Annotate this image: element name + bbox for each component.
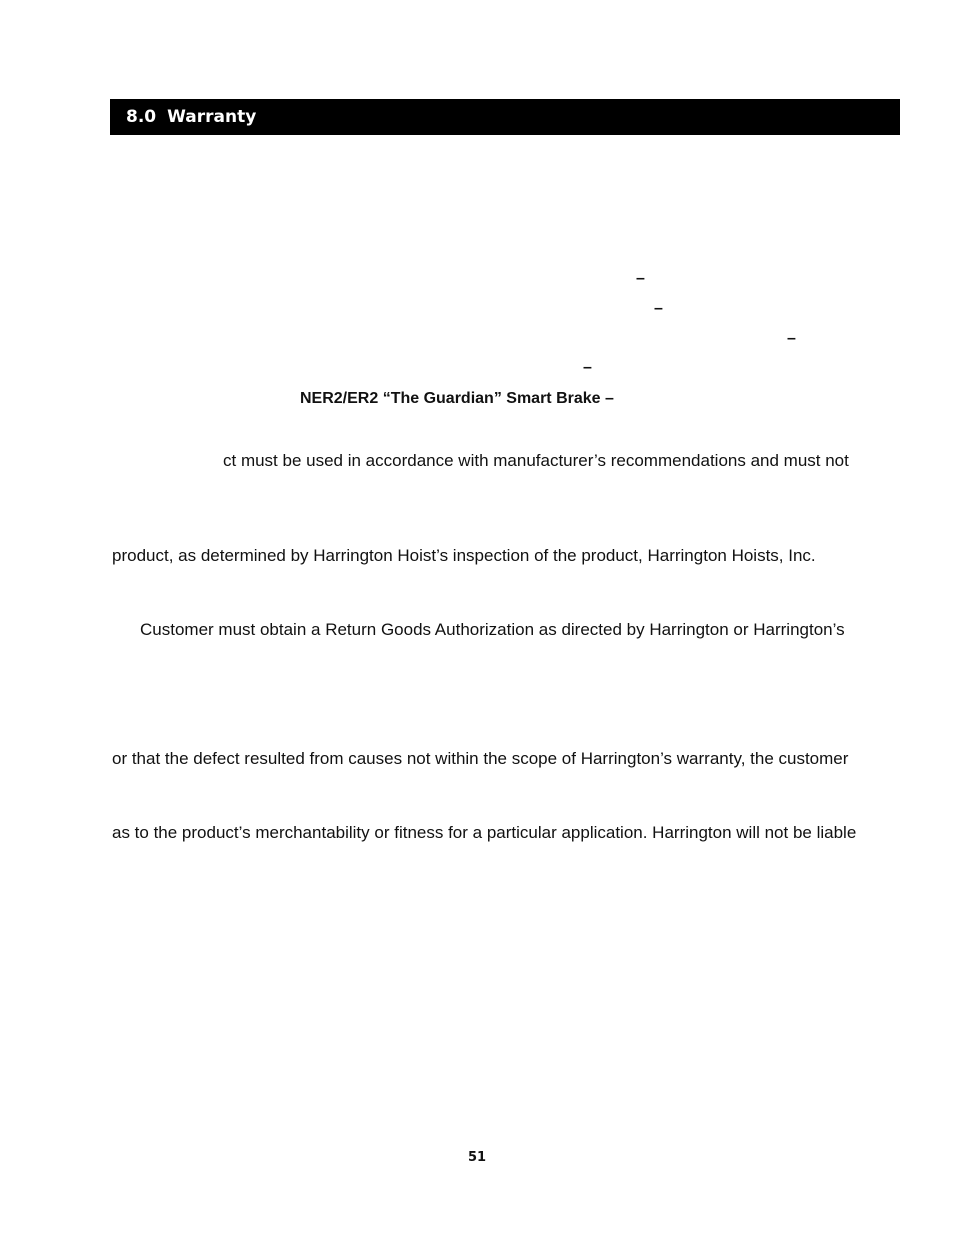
dash-3: –	[787, 330, 796, 347]
text-line-2: product, as determined by Harrington Hoist’s inspection of the product, Harrington Hoists, Inc.	[112, 546, 816, 565]
dash-4: –	[583, 359, 592, 376]
section-number: 8.0	[126, 107, 157, 127]
section-header-bar	[110, 99, 900, 135]
text-line-3: Customer must obtain a Return Goods Authorization as directed by Harrington or Harrington’s	[140, 620, 845, 639]
dash-2: –	[654, 300, 663, 317]
text-line-4: or that the defect resulted from causes not within the scope of Harrington’s warranty, the customer	[112, 749, 849, 768]
brake-line: NER2/ER2 “The Guardian” Smart Brake –	[300, 390, 614, 407]
dash-1: –	[636, 270, 645, 287]
page-number: 51	[467, 1150, 487, 1165]
section-title: Warranty	[167, 107, 257, 127]
text-line-1: ct must be used in accordance with manufacturer’s recommendations and must not	[223, 451, 849, 470]
text-line-5: as to the product’s merchantability or fitness for a particular application. Harrington will not be liable	[112, 823, 857, 842]
